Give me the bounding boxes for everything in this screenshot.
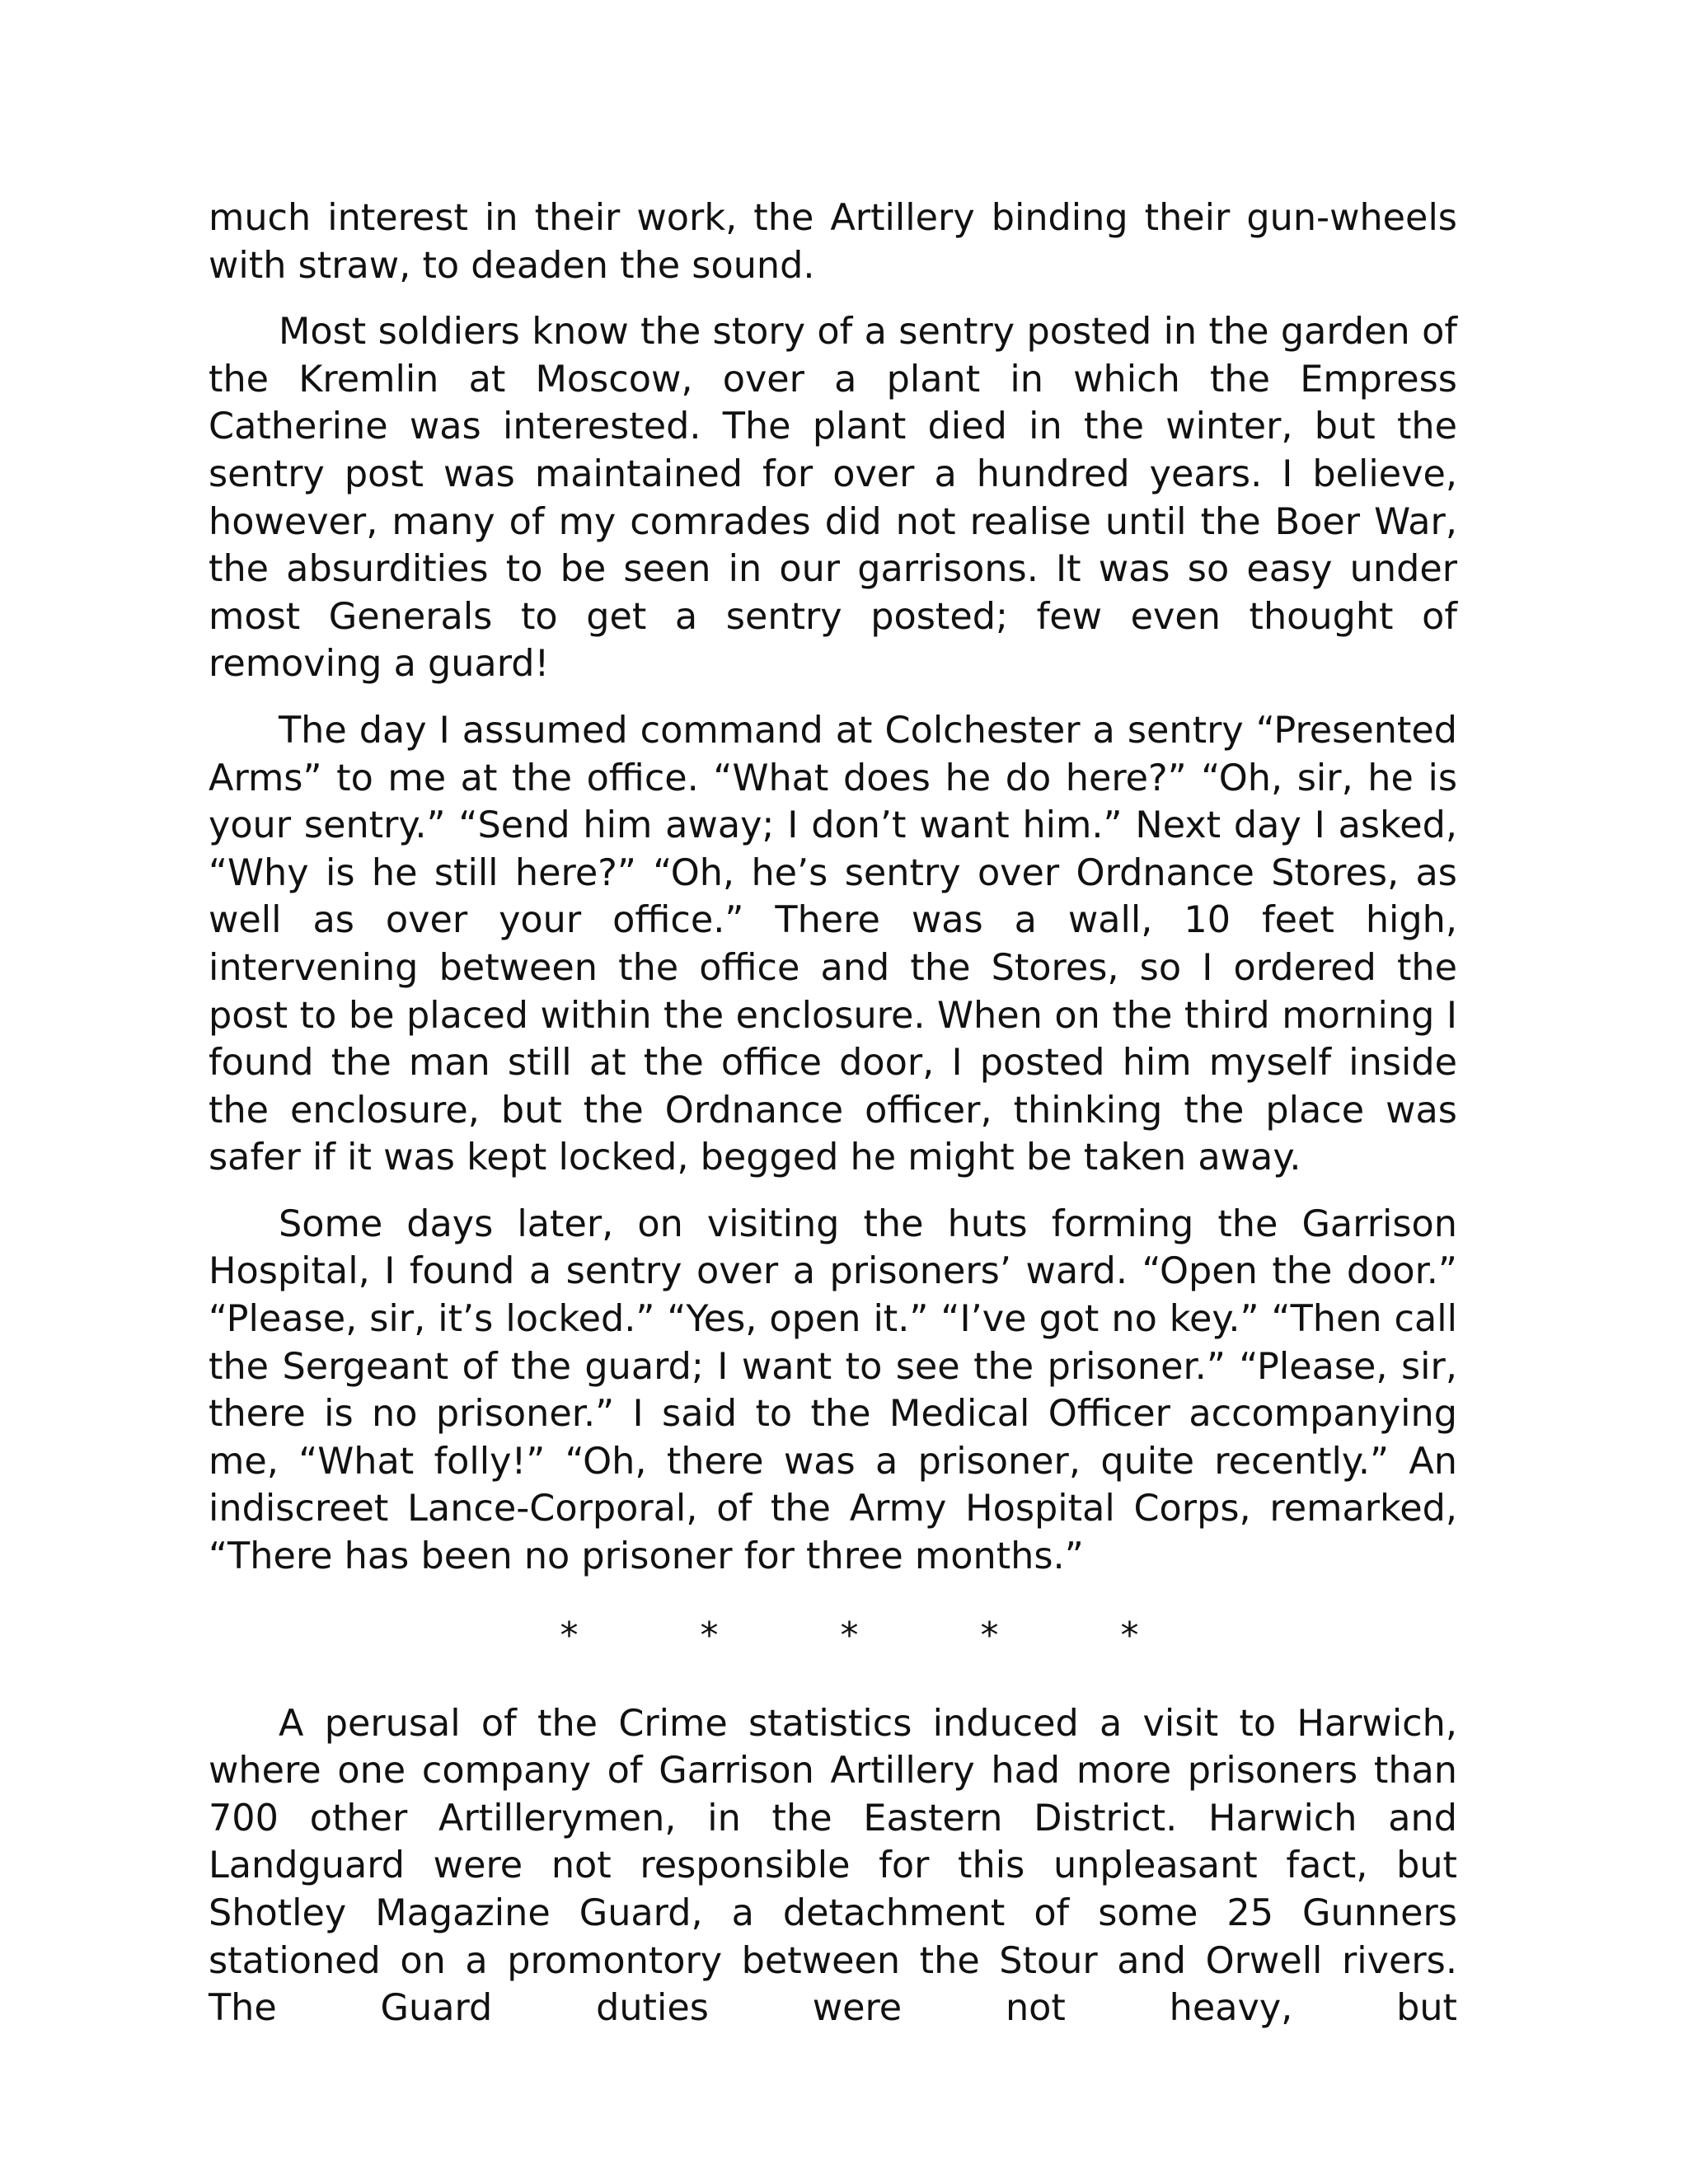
separator-asterisk: *	[840, 1614, 859, 1657]
separator-asterisk: *	[1120, 1614, 1139, 1657]
separator-asterisk: *	[700, 1614, 719, 1657]
paragraph-harwich-crime: A perusal of the Crime statistics induced a visit to Harwich, where one company of Garrison Artillery had more prisoners than 700 other Artillerymen, in the Eastern District. Harwich and Landguard were not responsible for this unpleasant fact, but Shotley Magazine Guard, a detachment of some 25 Gunners stationed on a promontory between the Stour and Orwell rivers. The Guard duties were not heavy, but	[209, 1702, 1457, 2030]
section-separator	[209, 1611, 1457, 1661]
paragraph-continuation: much interest in their work, the Artillery binding their gun-wheels with straw, to deaden the sound.	[209, 197, 1457, 287]
separator-asterisk: *	[560, 1614, 579, 1657]
book-page	[209, 194, 1457, 2032]
separator-asterisk: *	[980, 1614, 999, 1657]
paragraph-hospital-sentry: Some days later, on visiting the huts forming the Garrison Hospital, I found a sentry over a prisoners’ ward. “Open the door.” “Please, sir, it’s locked.” “Yes, open it.” “I’ve got no key.” “Then call the Sergeant of the guard; I want to see the prisoner.” “Please, sir, there is no prisoner.” I said to the Medical Officer accompanying me, “What folly!” “Oh, there was a prisoner, quite recently.” An indiscreet Lance-Corporal, of the Army Hospital Corps, remarked, “There has been no prisoner for three months.”	[209, 1202, 1457, 1578]
paragraph-colchester-sentry: The day I assumed command at Colchester a sentry “Presented Arms” to me at the office. “What does he do here?” “Oh, sir, he is your sentry.” “Send him away; I don’t want him.” Next day I asked, “Why is he still here?” “Oh, he’s sentry over Ordnance Stores, as well as over your office.” There was a wall, 10 feet high, intervening between the office and the Stores, so I ordered the post to be placed within the enclosure. When on the third morning I found the man still at the office door, I posted him myself inside the enclosure, but the Ordnance officer, thinking the place was safer if it was kept locked, begged he might be taken away.	[209, 709, 1457, 1179]
paragraph-kremlin-sentry: Most soldiers know the story of a sentry posted in the garden of the Kremlin at Moscow, over a plant in which the Empress Catherine was interested. The plant died in the winter, but the sentry post was maintained for over a hundred years. I believe, however, many of my comrades did not realise until the Boer War, the absurdities to be seen in our garrisons. It was so easy under most Generals to get a sentry posted; few even thought of removing a guard!	[209, 311, 1457, 686]
